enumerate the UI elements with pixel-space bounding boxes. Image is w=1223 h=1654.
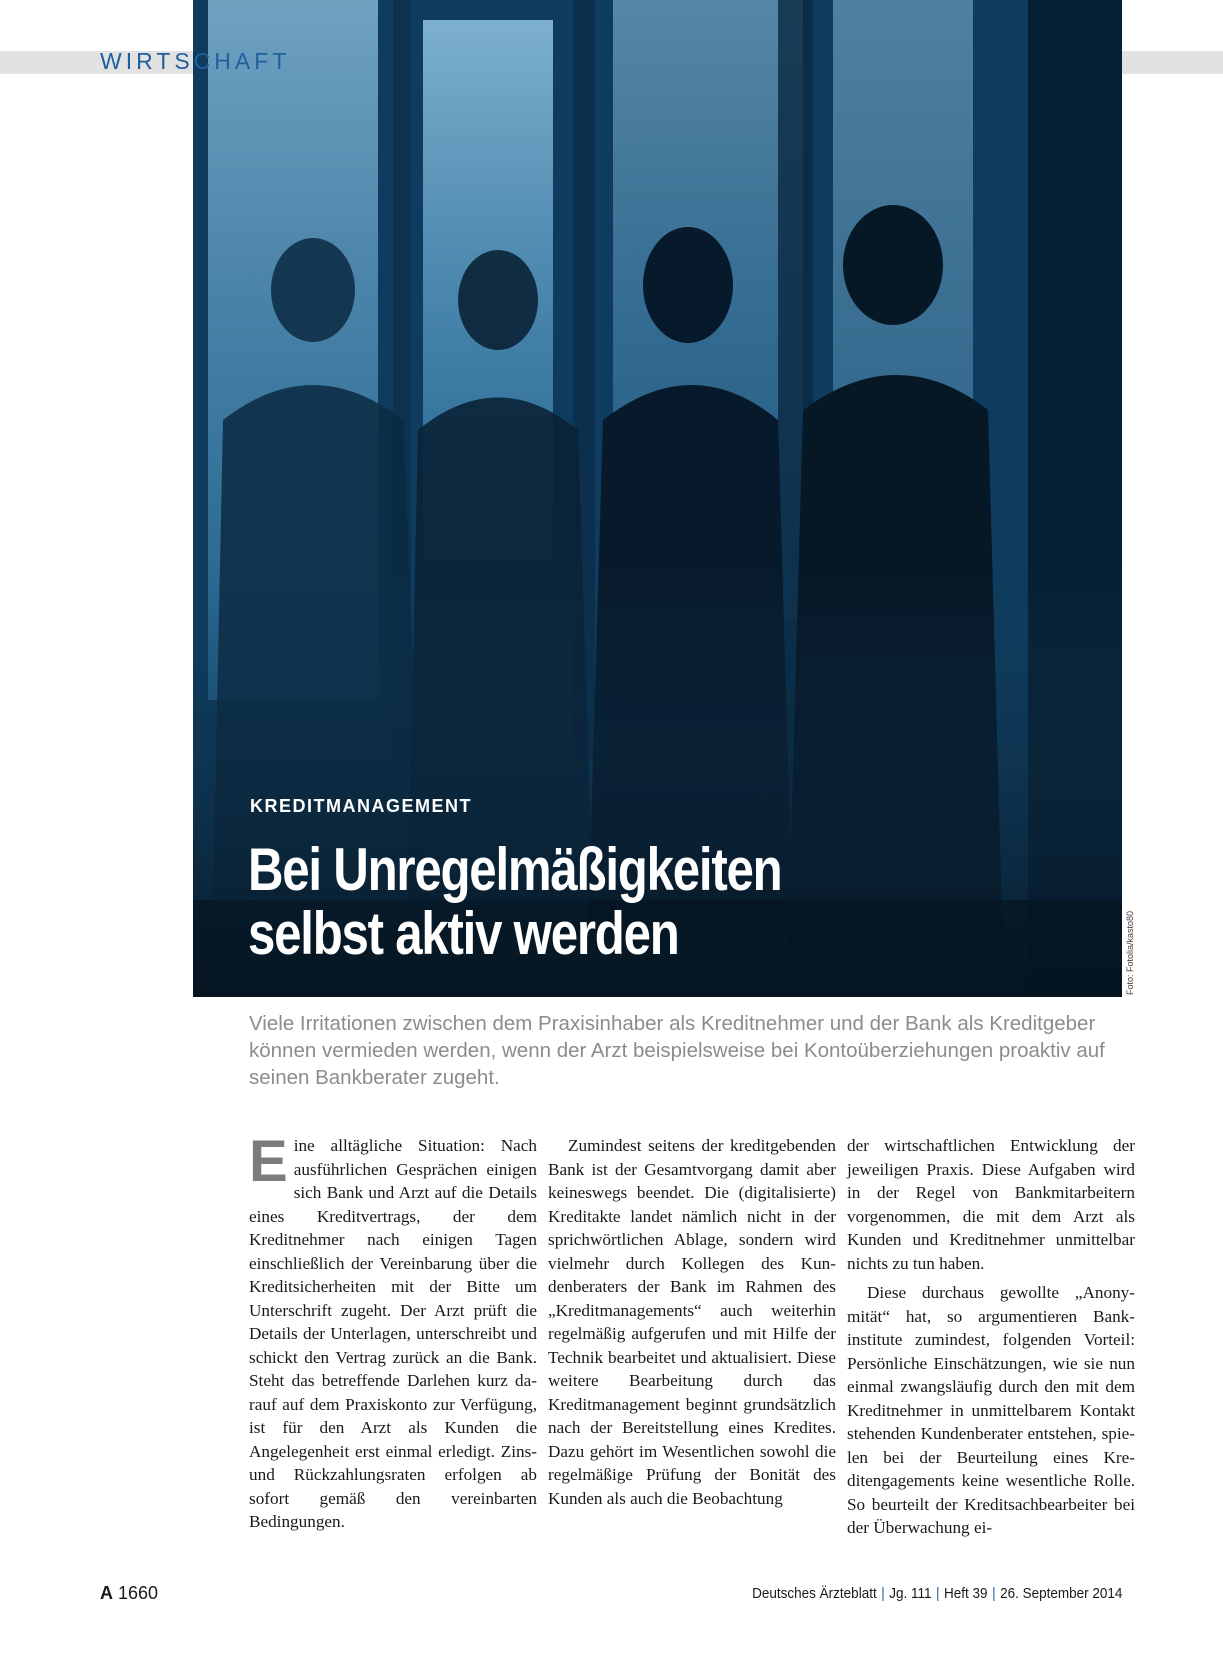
page-number bbox=[100, 1583, 158, 1604]
journal-date: 26. September 2014 bbox=[999, 1585, 1122, 1602]
journal-name: Deutsches Ärzteblatt bbox=[751, 1585, 877, 1602]
headline-line-2: selbst aktiv werden bbox=[248, 900, 679, 967]
footer-separator: | bbox=[880, 1585, 885, 1602]
page-prefix: A bbox=[100, 1583, 113, 1603]
body-column-3 bbox=[847, 1134, 1135, 1540]
footer-separator: | bbox=[935, 1585, 940, 1602]
body-column-2: Zumindest seitens der kreditgebenden Bank ist der Gesamtvorgang damit aber keineswegs beendet. Die (digitalisierte) Kreditakte landet nämlich nicht in der sprichwörtlichen Ablage, sondern wird vielmehr durch Kollegen des Kundenberaters der Bank im Rahmen des „Kreditmanagements“ auch weiterhin regelmäßig aufgerufen und mit Hilfe der Technik bearbeitet und aktualisiert. Diese weitere Bearbeitung durch das Kreditmanagement beginnt grundsätzlich nach der Bereitstellung eines Kredites. Dazu gehört im Wesentlichen sowohl die regelmäßige Prüfung der Bonität des Kunden als auch die Beobachtung bbox=[548, 1136, 836, 1508]
body-column-1-text: ine alltägliche Situation: Nach ausführlichen Gesprächen einigen sich Bank und Arzt auf die Details eines Kreditvertrags, der dem Kreditnehmer nach einigen Tagen einschließlich der Vereinbarung über die Kreditsicherheiten mit der Bitte um Unterschrift zugeht. Der Arzt prüft die Details der Unterlagen, unterschreibt und schickt den Vertrag zurück an die Bank. Steht das betreffende Darlehen kurz darauf auf dem Praxiskonto zur Verfügung, ist für den Arzt als Kunden die Angelegenheit erst einmal erledigt. Zins- und Rückzahlungsraten erfolgen ab sofort gemäß den vereinbarten Bedingungen. bbox=[249, 1136, 537, 1531]
journal-volume: Jg. 111 bbox=[888, 1585, 932, 1602]
article-lead: Viele Irritationen zwischen dem Praxisinhaber als Kreditnehmer und der Bank als Kreditgeber können vermieden werden, wenn der Arzt beispielsweise bei Kontoüberziehungen proaktiv auf seinen Bankberater zugeht. bbox=[249, 1012, 1105, 1089]
body-column-1 bbox=[249, 1129, 537, 1534]
page-number-value: 1660 bbox=[118, 1583, 159, 1603]
section-label: WIRTSCHAFT bbox=[100, 48, 291, 74]
body-column-3-paragraph-1: der wirtschaftlichen Entwicklung der jeweiligen Praxis. Diese Aufgaben wird in der Regel von Bankmitarbeitern vorgenommen, die mit dem Arzt als Kunden und Kreditnehmer unmittelbar nichts zu tun haben. bbox=[847, 1136, 1135, 1273]
article-headline bbox=[248, 838, 920, 966]
body-column-3-paragraph-2: Diese durchaus gewollte „Anonymität“ hat, so argumentieren Bankinstitute zumindest, folgenden Vorteil: Persönliche Einschätzungen, wie sie nun einmal zwangsläufig durch den mit dem Kreditnehmer in unmittelbarem Kontakt stehenden Kundenberater entstehen, spielen bei der Beurteilung eines Kreditengagements keine wesentliche Rolle. So beurteilt der Kreditsachbearbeiter bei der Überwachung ei- bbox=[847, 1283, 1135, 1537]
hero-image bbox=[193, 0, 1122, 997]
footer-citation bbox=[752, 1585, 1122, 1602]
article-kicker: KREDITMANAGEMENT bbox=[250, 796, 472, 816]
section-bar-right bbox=[1122, 51, 1223, 74]
footer-separator: | bbox=[991, 1585, 996, 1602]
journal-issue: Heft 39 bbox=[943, 1585, 988, 1602]
drop-cap: E bbox=[249, 1129, 288, 1194]
photo-credit: Foto: Fotolia/kasto80 bbox=[1125, 910, 1135, 995]
headline-line-1: Bei Unregelmäßigkeiten bbox=[248, 836, 782, 903]
